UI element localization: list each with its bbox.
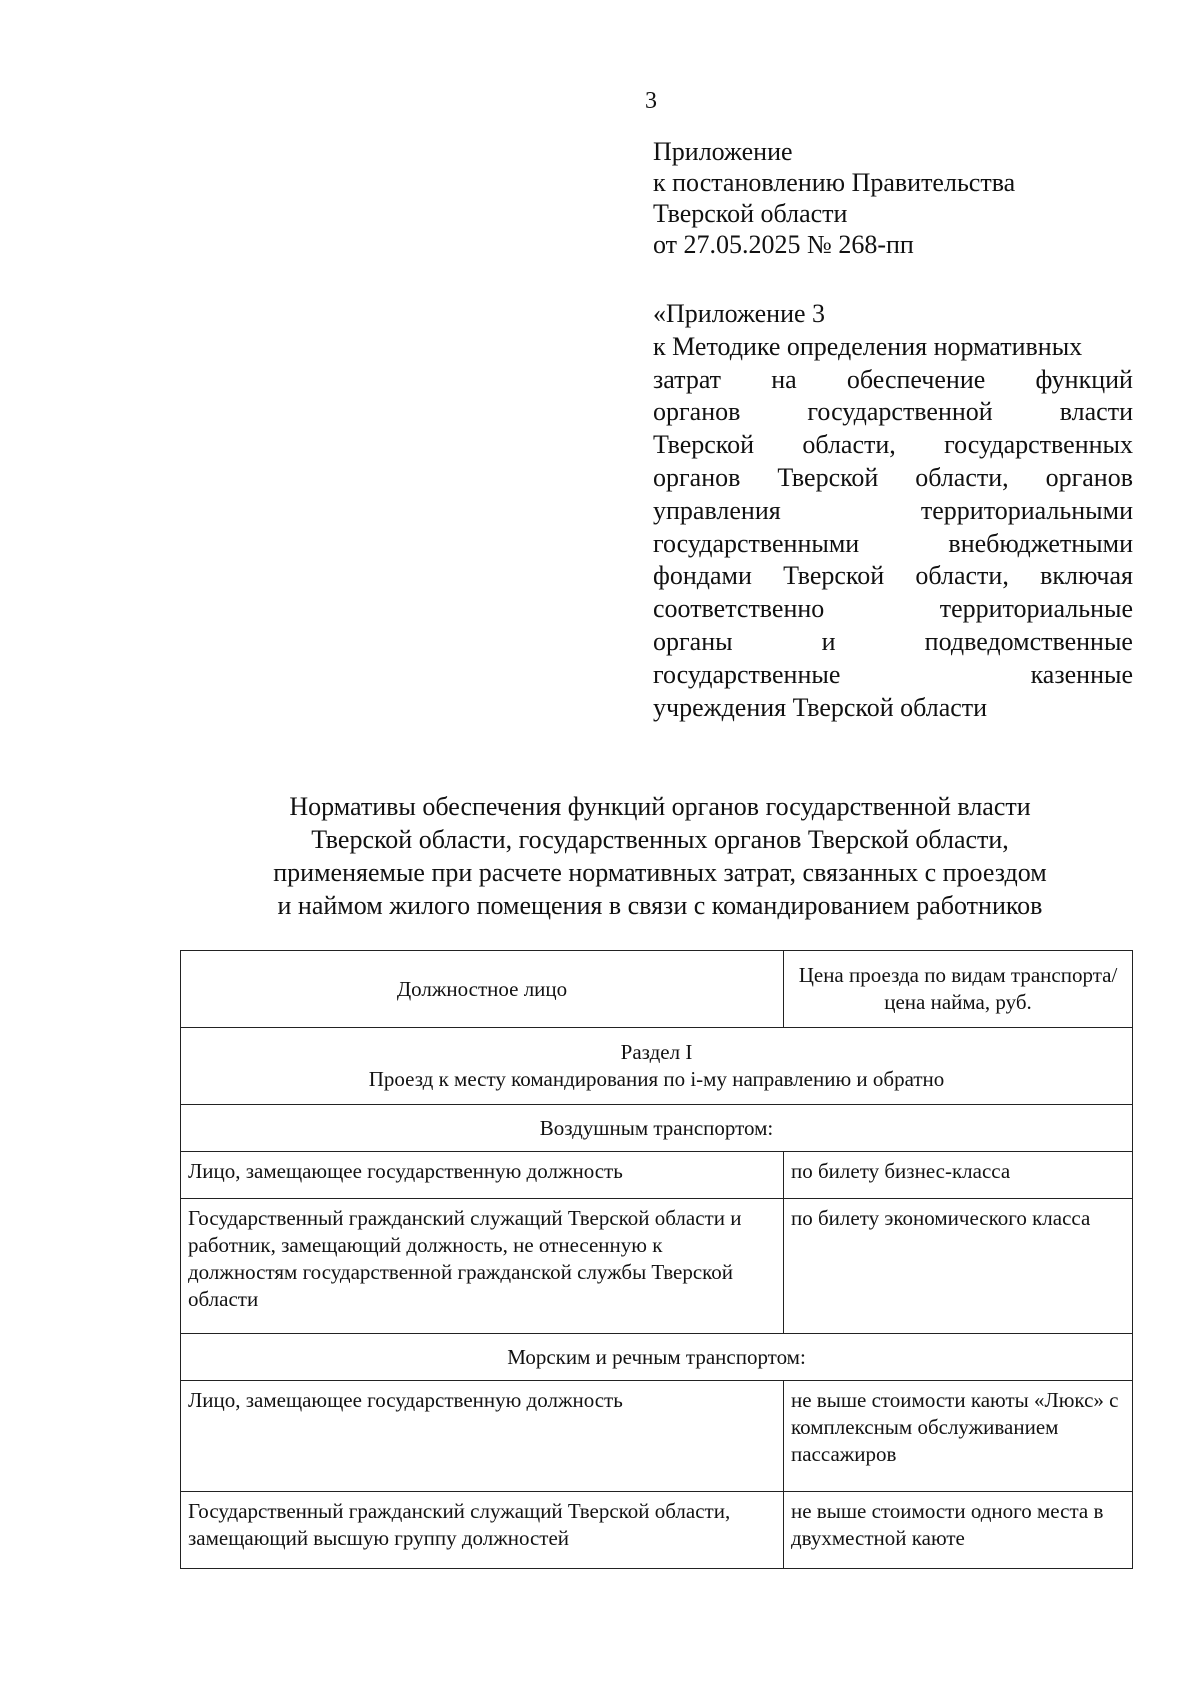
- title-line: Нормативы обеспечения функций органов государственной власти: [289, 792, 1031, 821]
- methodology-word: органов: [1045, 462, 1133, 492]
- group-label-sea: Морским и речным транспортом:: [181, 1334, 1133, 1381]
- methodology-word: к Методике определения нормативных: [653, 331, 1083, 361]
- methodology-word: территориальными: [920, 495, 1133, 525]
- methodology-line: [653, 659, 1133, 692]
- price-cell: по билету экономического класса: [784, 1199, 1133, 1334]
- methodology-word: территориальные: [939, 594, 1133, 624]
- official-cell: Лицо, замещающее государственную должность: [181, 1152, 784, 1199]
- methodology-line: [653, 692, 1133, 725]
- methodology-line: [653, 593, 1133, 626]
- document-title: [180, 790, 1140, 922]
- attachment-line: Тверской области: [653, 199, 848, 228]
- price-cell: по билету бизнес-класса: [784, 1152, 1133, 1199]
- methodology-attachment-block: [653, 298, 1133, 724]
- methodology-word: включая: [1040, 561, 1133, 591]
- methodology-word: Тверской: [653, 430, 755, 460]
- attachment-block: [653, 136, 1133, 260]
- methodology-line: [653, 298, 1133, 331]
- norms-table: [180, 950, 1133, 1569]
- methodology-word: власти: [1059, 397, 1133, 427]
- methodology-line: [653, 429, 1133, 462]
- title-line: и наймом жилого помещения в связи с командированием работников: [277, 891, 1043, 920]
- methodology-word: и: [821, 626, 836, 656]
- table-row: [181, 1492, 1133, 1569]
- group-label-air: Воздушным транспортом:: [181, 1105, 1133, 1152]
- methodology-word: затрат: [653, 364, 722, 394]
- table-row: [181, 1152, 1133, 1199]
- methodology-word: области,: [802, 430, 896, 460]
- methodology-line: [653, 462, 1133, 495]
- section-name: Раздел I: [620, 1040, 693, 1064]
- methodology-word: фондами: [653, 561, 752, 591]
- methodology-line: [653, 331, 1133, 364]
- methodology-word: подведомственные: [924, 626, 1133, 656]
- group-row-air: [181, 1105, 1133, 1152]
- table-row: [181, 1199, 1133, 1334]
- price-cell: не выше стоимости каюты «Люкс» с комплексным обслуживанием пассажиров: [784, 1381, 1133, 1492]
- methodology-word: государственных: [944, 430, 1133, 460]
- group-row-sea: [181, 1334, 1133, 1381]
- methodology-word: внебюджетными: [948, 528, 1133, 558]
- methodology-word: государственными: [653, 528, 860, 558]
- methodology-word: учреждения Тверской области: [653, 692, 988, 722]
- methodology-word: государственной: [807, 397, 993, 427]
- methodology-word: органов: [653, 397, 741, 427]
- section-subtitle: Проезд к месту командирования по i-му направлению и обратно: [368, 1067, 945, 1091]
- official-cell: Лицо, замещающее государственную должность: [181, 1381, 784, 1492]
- title-line: применяемые при расчете нормативных затрат, связанных с проездом: [273, 858, 1047, 887]
- attachment-line: от 27.05.2025 № 268-пп: [653, 230, 914, 259]
- attachment-line: Приложение: [653, 137, 793, 166]
- methodology-word: функций: [1035, 364, 1133, 394]
- methodology-word: Тверской: [783, 561, 885, 591]
- section-row: [181, 1028, 1133, 1105]
- table-header-row: [181, 951, 1133, 1028]
- table-row: [181, 1381, 1133, 1492]
- methodology-line: [653, 528, 1133, 561]
- price-cell: не выше стоимости одного места в двухместной каюте: [784, 1492, 1133, 1569]
- page-number: 3: [645, 88, 657, 114]
- official-cell: Государственный гражданский служащий Тверской области, замещающий высшую группу должностей: [181, 1492, 784, 1569]
- methodology-word: казенные: [1030, 659, 1133, 689]
- methodology-word: управления: [653, 495, 781, 525]
- header-price: Цена проезда по видам транспорта/цена найма, руб.: [784, 951, 1133, 1028]
- methodology-line: [653, 396, 1133, 429]
- methodology-word: соответственно: [653, 594, 825, 624]
- methodology-line: [653, 626, 1133, 659]
- methodology-word: Тверской: [777, 462, 879, 492]
- title-line: Тверской области, государственных органов Тверской области,: [311, 825, 1009, 854]
- methodology-word: обеспечение: [846, 364, 986, 394]
- methodology-word: области,: [915, 561, 1009, 591]
- methodology-word: области,: [915, 462, 1009, 492]
- official-cell: Государственный гражданский служащий Тверской области и работник, замещающий должность, не отнесенную к должностям государственной гражданской службы Тверской области: [181, 1199, 784, 1334]
- attachment-line: к постановлению Правительства: [653, 168, 1016, 197]
- methodology-line: [653, 560, 1133, 593]
- methodology-word: на: [771, 364, 797, 394]
- methodology-word: государственные: [653, 659, 841, 689]
- methodology-word: органы: [653, 626, 733, 656]
- methodology-word: «Приложение 3: [653, 299, 826, 328]
- header-official: Должностное лицо: [181, 951, 784, 1028]
- methodology-line: [653, 364, 1133, 397]
- methodology-line: [653, 495, 1133, 528]
- methodology-word: органов: [653, 462, 741, 492]
